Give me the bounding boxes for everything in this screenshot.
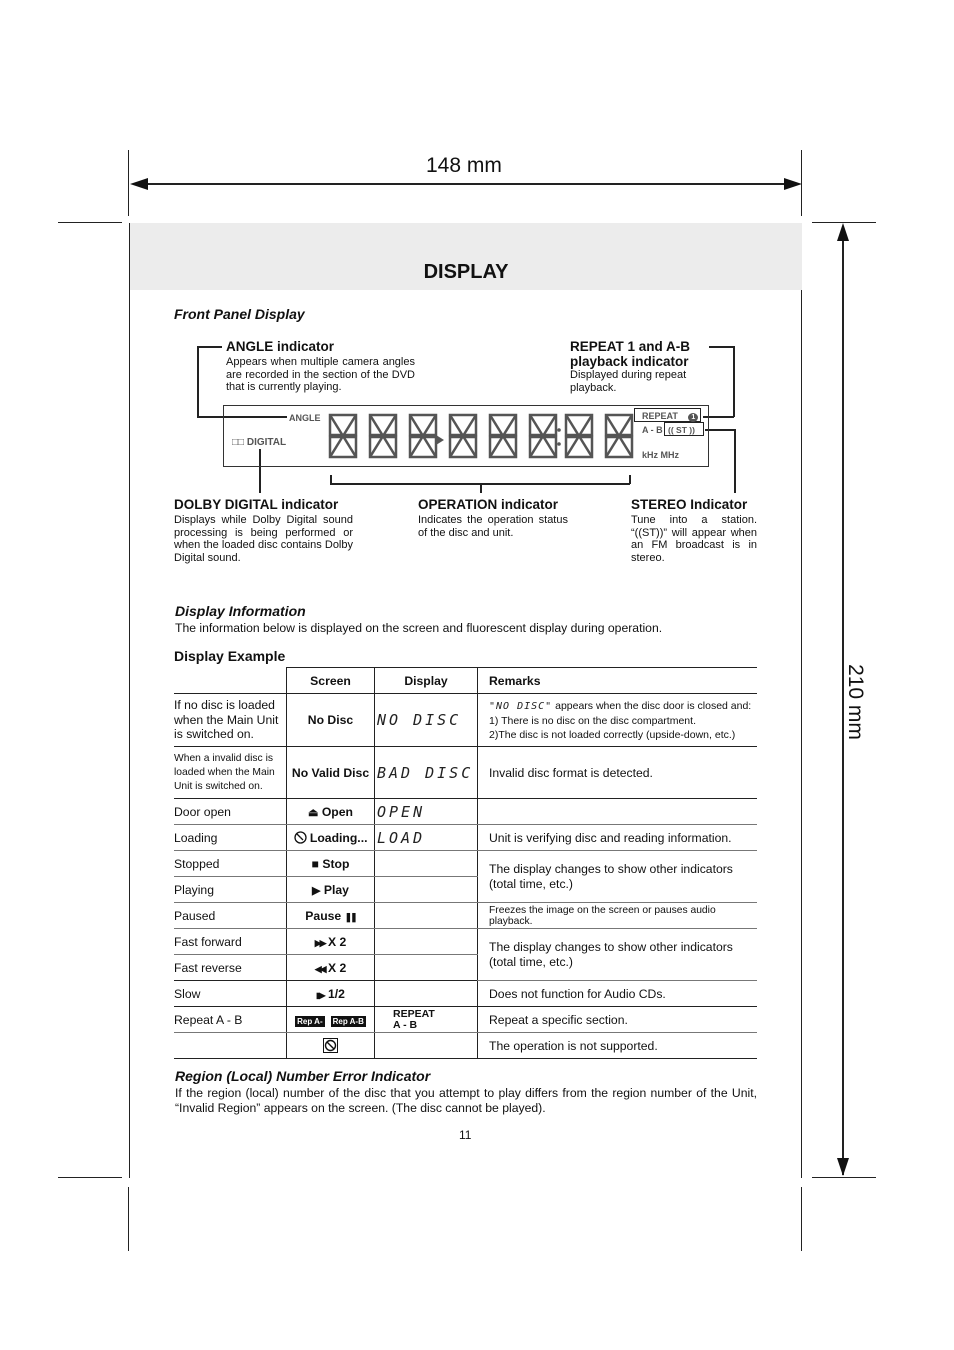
table-row (174, 903, 757, 929)
play-icon: ▶ (312, 884, 321, 897)
table-row (174, 981, 757, 1007)
width-dimension-line (140, 183, 792, 185)
operation-bracket (629, 475, 631, 484)
remarks-cell: The operation is not supported. (478, 1033, 758, 1059)
screen-cell: ◀◀ X 2 (287, 955, 375, 981)
remarks-cell: Unit is verifying disc and reading information. (478, 825, 758, 851)
remarks-cell: Repeat a specific section. (478, 1007, 758, 1033)
fast-forward-icon: ▶▶ (314, 937, 325, 948)
screen-cell (287, 1007, 375, 1033)
display-cell (375, 955, 478, 981)
condition-cell: Fast forward (174, 929, 287, 955)
table-row (174, 825, 757, 851)
region-text: If the region (local) number of the disc that you attempt to play differs from the region number of the Unit, “Invalid Region” appears on the screen. (The disc cannot be played). (175, 1086, 757, 1115)
table-row (174, 799, 757, 825)
arrow-down-icon (836, 1158, 850, 1178)
display-info-text: The information below is displayed on the screen and fluorescent display during operation. (175, 621, 663, 635)
angle-indicator-text: Appears when multiple camera angles are recorded in the section of the DVD that is currently playing. (226, 356, 415, 394)
page-border-left (129, 223, 130, 1178)
slow-icon: ▮▶ (316, 990, 325, 1000)
display-example-table (174, 667, 757, 1059)
operation-indicator-text: Indicates the operation status of the disc and unit. (418, 514, 568, 539)
title-banner (130, 223, 802, 290)
table-row (174, 747, 757, 799)
eject-icon: ⏏ (308, 806, 319, 819)
fast-reverse-icon: ◀◀ (314, 963, 325, 974)
crop-mark (58, 222, 122, 223)
lcd-angle-label: ANGLE (289, 413, 321, 423)
crop-mark (58, 1177, 122, 1178)
screen-cell: ▮▶ 1/2 (287, 981, 375, 1007)
condition-cell: Playing (174, 877, 287, 903)
arrow-up-icon (836, 223, 850, 243)
condition-cell: Loading (174, 825, 287, 851)
repeat-leader (709, 346, 734, 348)
stereo-indicator-text: Tune into a station. “((ST))” will appear when an FM broadcast is in stereo. (631, 514, 757, 565)
display-info-heading: Display Information (175, 603, 306, 619)
screen-cell: No Disc (287, 694, 375, 747)
screen-cell: ⏏ Open (287, 799, 375, 825)
stop-icon: ■ (311, 856, 319, 871)
repeat-one-icon: 1 (688, 413, 698, 422)
display-cell (375, 981, 478, 1007)
stereo-leader (734, 429, 736, 493)
remarks-cell (478, 799, 758, 825)
pause-icon: ❚❚ (344, 911, 356, 922)
column-header-remarks: Remarks (478, 668, 758, 694)
display-cell (375, 1033, 478, 1059)
column-header-display: Display (375, 668, 478, 694)
display-example-heading: Display Example (174, 648, 286, 664)
dolby-indicator-title: DOLBY DIGITAL indicator (174, 497, 339, 512)
dolby-indicator-text: Displays while Dolby Digital sound processing is being performed or when the loaded disc contains Dolby Digital sound. (174, 514, 353, 565)
condition-cell: Door open (174, 799, 287, 825)
remarks-cell: The display changes to show other indicators (total time, etc.) (478, 851, 758, 903)
lcd-ab-label: A - B (642, 425, 663, 435)
arrow-left-icon (130, 177, 150, 191)
lcd-repeat-label: REPEAT 1 (642, 411, 698, 422)
table-row (174, 1007, 757, 1033)
front-panel-heading: Front Panel Display (174, 306, 305, 322)
remarks-cell: Freezes the image on the screen or pauses audio playback. (478, 903, 758, 929)
display-cell: OPEN (375, 799, 478, 825)
repeat-indicator-text: Displayed during repeat playback. (570, 369, 687, 394)
crop-mark (128, 150, 129, 216)
angle-leader (197, 346, 222, 348)
screen-cell (287, 1033, 375, 1059)
crop-mark (128, 1187, 129, 1251)
screen-cell: No Valid Disc (287, 747, 375, 799)
table-row (174, 851, 757, 877)
loading-icon (294, 831, 307, 844)
stereo-indicator-title: STEREO Indicator (631, 497, 748, 512)
dolby-icon: □□ (232, 437, 245, 448)
page-border-right (801, 223, 802, 1178)
display-cell (375, 929, 478, 955)
condition-cell (174, 1033, 287, 1059)
remarks-cell: The display changes to show other indicators (total time, etc.) (478, 929, 758, 981)
angle-leader (197, 346, 199, 417)
arrow-right-icon (784, 177, 804, 191)
table-row (174, 1033, 757, 1059)
condition-cell: If no disc is loaded when the Main Unit is switched on. (174, 694, 287, 747)
screen-cell: ■ Stop (287, 851, 375, 877)
condition-cell: Slow (174, 981, 287, 1007)
condition-cell: Fast reverse (174, 955, 287, 981)
display-cell: LOAD (375, 825, 478, 851)
display-cell (375, 851, 478, 877)
table-row (174, 929, 757, 955)
angle-indicator-title: ANGLE indicator (226, 339, 335, 354)
remarks-cell: Does not function for Audio CDs. (478, 981, 758, 1007)
page-number: 11 (459, 1128, 472, 1142)
rep-a-badge: Rep A- (297, 1016, 323, 1026)
column-header (174, 668, 287, 694)
screen-cell: Pause ❚❚ (287, 903, 375, 929)
width-label: 148 mm (426, 154, 502, 177)
prohibited-icon (323, 1038, 338, 1053)
screen-cell: ▶▶ X 2 (287, 929, 375, 955)
operation-leader (480, 483, 482, 493)
remarks-cell: "NO DISC" appears when the disc door is closed and: 1) There is no disc on the disc compartment. 2)The disc is not loaded correctly (upside-down, etc.) (478, 694, 758, 747)
screen-cell: ▶ Play (287, 877, 375, 903)
page-title: DISPLAY (423, 261, 509, 283)
condition-cell: Paused (174, 903, 287, 929)
lcd-units-label: kHz MHz (642, 450, 680, 460)
operation-bracket (330, 475, 332, 484)
condition-cell: Repeat A - B (174, 1007, 287, 1033)
table-row (174, 694, 757, 747)
column-header-screen: Screen (287, 668, 375, 694)
display-cell (375, 877, 478, 903)
condition-cell: Stopped (174, 851, 287, 877)
table-header-row (174, 668, 757, 694)
crop-mark (801, 1187, 802, 1251)
repeat-indicator-title: REPEAT 1 and A-B playback indicator (570, 339, 691, 369)
region-heading: Region (Local) Number Error Indicator (175, 1068, 431, 1084)
stereo-leader (705, 429, 735, 431)
repeat-leader (733, 346, 735, 417)
remarks-cell: Invalid disc format is detected. (478, 747, 758, 799)
segment-digits-display (326, 413, 638, 461)
screen-cell: Loading... (287, 825, 375, 851)
height-label: 210 mm (844, 664, 867, 740)
display-cell: BAD DISC (375, 747, 478, 799)
lcd-digital-label: □□ DIGITAL (232, 437, 287, 448)
condition-cell: When a invalid disc is loaded when the Main Unit is switched on. (174, 747, 287, 799)
display-cell (375, 903, 478, 929)
lcd-stereo-label: (( ST )) (668, 425, 695, 435)
front-panel-lcd (223, 405, 709, 467)
operation-indicator-title: OPERATION indicator (418, 497, 559, 512)
rep-ab-badge: Rep A-B (332, 1016, 364, 1026)
display-cell: REPEAT A - B (375, 1007, 478, 1033)
display-cell: NO DISC (375, 694, 478, 747)
